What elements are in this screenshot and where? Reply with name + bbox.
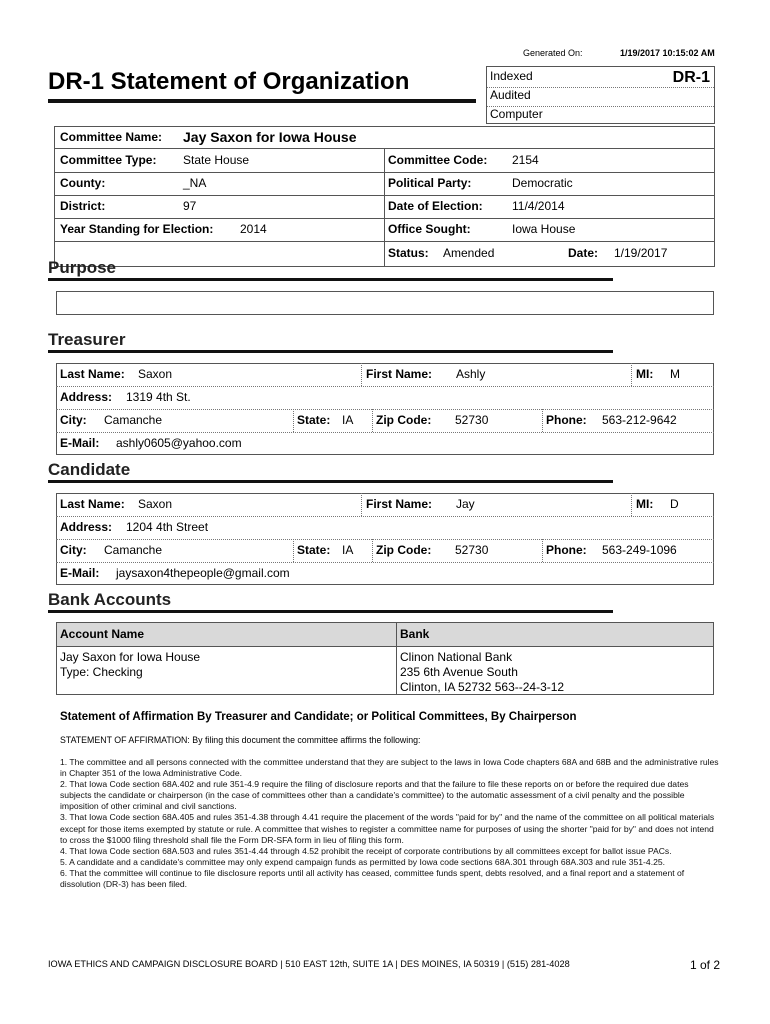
candidate-state: IA <box>342 543 354 557</box>
committee-code-label: Committee Code: <box>388 153 488 167</box>
affirmation-item: 4. That Iowa Code section 68A.503 and rules 351-4.44 through 4.52 prohibit the receipt of corporate contributions by all committees except for ballot issue PACs. <box>60 845 672 856</box>
candidate-email: jaysaxon4thepeople@gmail.com <box>116 566 290 580</box>
affirmation-item: 3. That Iowa Code section 68A.405 and rules 351-4.38 through 4.41 require the placement of the words "paid for by" and the name of the committee on all political materials except for those items exempted by statute or rule. A committee that wishes to register a committee name for purposes of using the shorter "paid for by" and does not intend to cross the $1000 filing threshold shall file the Form DR-SFA form in lieu of filing this form. <box>60 812 715 845</box>
purpose-field <box>56 291 714 315</box>
county-label: County: <box>60 176 106 190</box>
treasurer-address-label: Address: <box>60 390 113 404</box>
bank-street: 235 6th Avenue South <box>400 665 518 679</box>
account-name: Jay Saxon for Iowa House <box>60 650 201 664</box>
treasurer-first-label: First Name: <box>366 367 433 381</box>
treasurer-city: Camanche <box>104 413 163 427</box>
candidate-first: Jay <box>456 497 475 511</box>
committee-name-label: Committee Name: <box>60 130 163 144</box>
county: _NA <box>183 176 207 190</box>
treasurer-zip: 52730 <box>455 413 489 427</box>
treasurer-last-label: Last Name: <box>60 367 125 381</box>
treasurer-zip-label: Zip Code: <box>376 413 432 427</box>
affirmation-item: 1. The committee and all persons connected with the committee understand that they are subject to the laws in Iowa Code chapters 68A and 68B and the administrative rules in Chapter 351 of the Iowa Administrative Code. <box>60 757 719 779</box>
treasurer-city-label: City: <box>60 413 87 427</box>
filing-status-box <box>486 66 715 124</box>
status-indexed: Indexed <box>490 69 533 83</box>
treasurer-last: Saxon <box>138 367 173 381</box>
treasurer-state-label: State: <box>297 413 331 427</box>
candidate-city: Camanche <box>104 543 163 557</box>
committee-type-label: Committee Type: <box>60 153 157 167</box>
committee-type: State House <box>183 153 250 167</box>
candidate-address: 1204 4th Street <box>126 520 209 534</box>
candidate-phone: 563-249-1096 <box>602 543 677 557</box>
date-label: Date: <box>568 246 599 260</box>
page-title: DR-1 Statement of Organization <box>48 68 410 95</box>
year-standing-label: Year Standing for Election: <box>60 222 214 236</box>
affirmation-item: 6. That the committee will continue to file disclosure reports until all activity has ceased, committee funds spent, debts resolved, and a final report and a statement of dissolution (DR-3) has been filed. <box>60 867 685 890</box>
district: 97 <box>183 199 197 213</box>
bank-table-header <box>57 623 713 646</box>
treasurer-email: ashly0605@yahoo.com <box>116 436 242 450</box>
candidate-zip: 52730 <box>455 543 489 557</box>
status-computer: Computer <box>490 107 543 121</box>
affirmation-item: 5. A candidate and a candidate's committee may only expend campaign funds as permitted by Iowa code sections 68A.301 through 68A.303 and rule 351-4.25. <box>60 856 666 867</box>
status-label: Status: <box>388 246 429 260</box>
election-date: 11/4/2014 <box>512 199 565 213</box>
status-value: Amended <box>443 246 495 260</box>
footer-address: IOWA ETHICS AND CAMPAIGN DISCLOSURE BOARD | 510 EAST 12th, SUITE 1A | DES MOINES, IA 50319 | (515) 281-4028 <box>48 959 570 969</box>
treasurer-heading: Treasurer <box>48 330 126 349</box>
office-sought-label: Office Sought: <box>388 222 471 236</box>
generated-value: 1/19/2017 10:15:02 AM <box>620 48 715 58</box>
status-audited: Audited <box>490 88 531 102</box>
candidate-zip-label: Zip Code: <box>376 543 432 557</box>
date-value: 1/19/2017 <box>614 246 668 260</box>
affirmation-heading: Statement of Affirmation By Treasurer and Candidate; or Political Committees, By Chairperson <box>60 711 577 723</box>
candidate-first-label: First Name: <box>366 497 433 511</box>
office-sought: Iowa House <box>512 222 576 236</box>
bank-accounts-heading: Bank Accounts <box>48 590 172 609</box>
title-underline <box>48 99 476 103</box>
candidate-mi: D <box>670 497 679 511</box>
treasurer-mi: M <box>670 367 680 381</box>
form-code: DR-1 <box>672 69 710 86</box>
col-account-name: Account Name <box>60 627 145 641</box>
candidate-heading: Candidate <box>48 460 131 479</box>
political-party-label: Political Party: <box>388 176 472 190</box>
affirmation-intro: STATEMENT OF AFFIRMATION: By filing this document the committee affirms the following: <box>60 735 421 745</box>
candidate-last: Saxon <box>138 497 173 511</box>
treasurer-phone-label: Phone: <box>546 413 587 427</box>
committee-code: 2154 <box>512 153 539 167</box>
treasurer-first: Ashly <box>456 367 486 381</box>
bank-city: Clinton, IA 52732 563--24-3-12 <box>400 680 565 694</box>
page-number: 1 of 2 <box>690 958 721 972</box>
candidate-city-label: City: <box>60 543 87 557</box>
affirmation-list <box>60 757 720 890</box>
candidate-phone-label: Phone: <box>546 543 587 557</box>
treasurer-address: 1319 4th St. <box>126 390 191 404</box>
purpose-heading: Purpose <box>48 258 117 277</box>
account-type: Type: Checking <box>60 665 143 679</box>
candidate-mi-label: MI: <box>636 497 654 511</box>
candidate-last-label: Last Name: <box>60 497 125 511</box>
election-date-label: Date of Election: <box>388 199 483 213</box>
treasurer-state: IA <box>342 413 354 427</box>
candidate-address-label: Address: <box>60 520 113 534</box>
district-label: District: <box>60 199 106 213</box>
political-party: Democratic <box>512 176 573 190</box>
treasurer-email-label: E-Mail: <box>60 436 100 450</box>
treasurer-phone: 563-212-9642 <box>602 413 677 427</box>
candidate-email-label: E-Mail: <box>60 566 100 580</box>
year-standing: 2014 <box>240 222 267 236</box>
candidate-state-label: State: <box>297 543 331 557</box>
bank-name: Clinon National Bank <box>400 650 513 664</box>
generated-label: Generated On: <box>523 48 583 58</box>
col-bank: Bank <box>400 627 430 641</box>
treasurer-mi-label: MI: <box>636 367 654 381</box>
committee-name: Jay Saxon for Iowa House <box>183 129 357 145</box>
affirmation-item: 2. That Iowa Code section 68A.402 and rule 351-4.9 require the filing of disclosure reports and that the failure to file these reports on or before the required due dates subjects the candidate or chairperson (in the case of committees other than a candidate's committee) to the automatic assessment of a civil penalty and the possible imposition of other criminal and civil sanctions. <box>60 779 689 812</box>
